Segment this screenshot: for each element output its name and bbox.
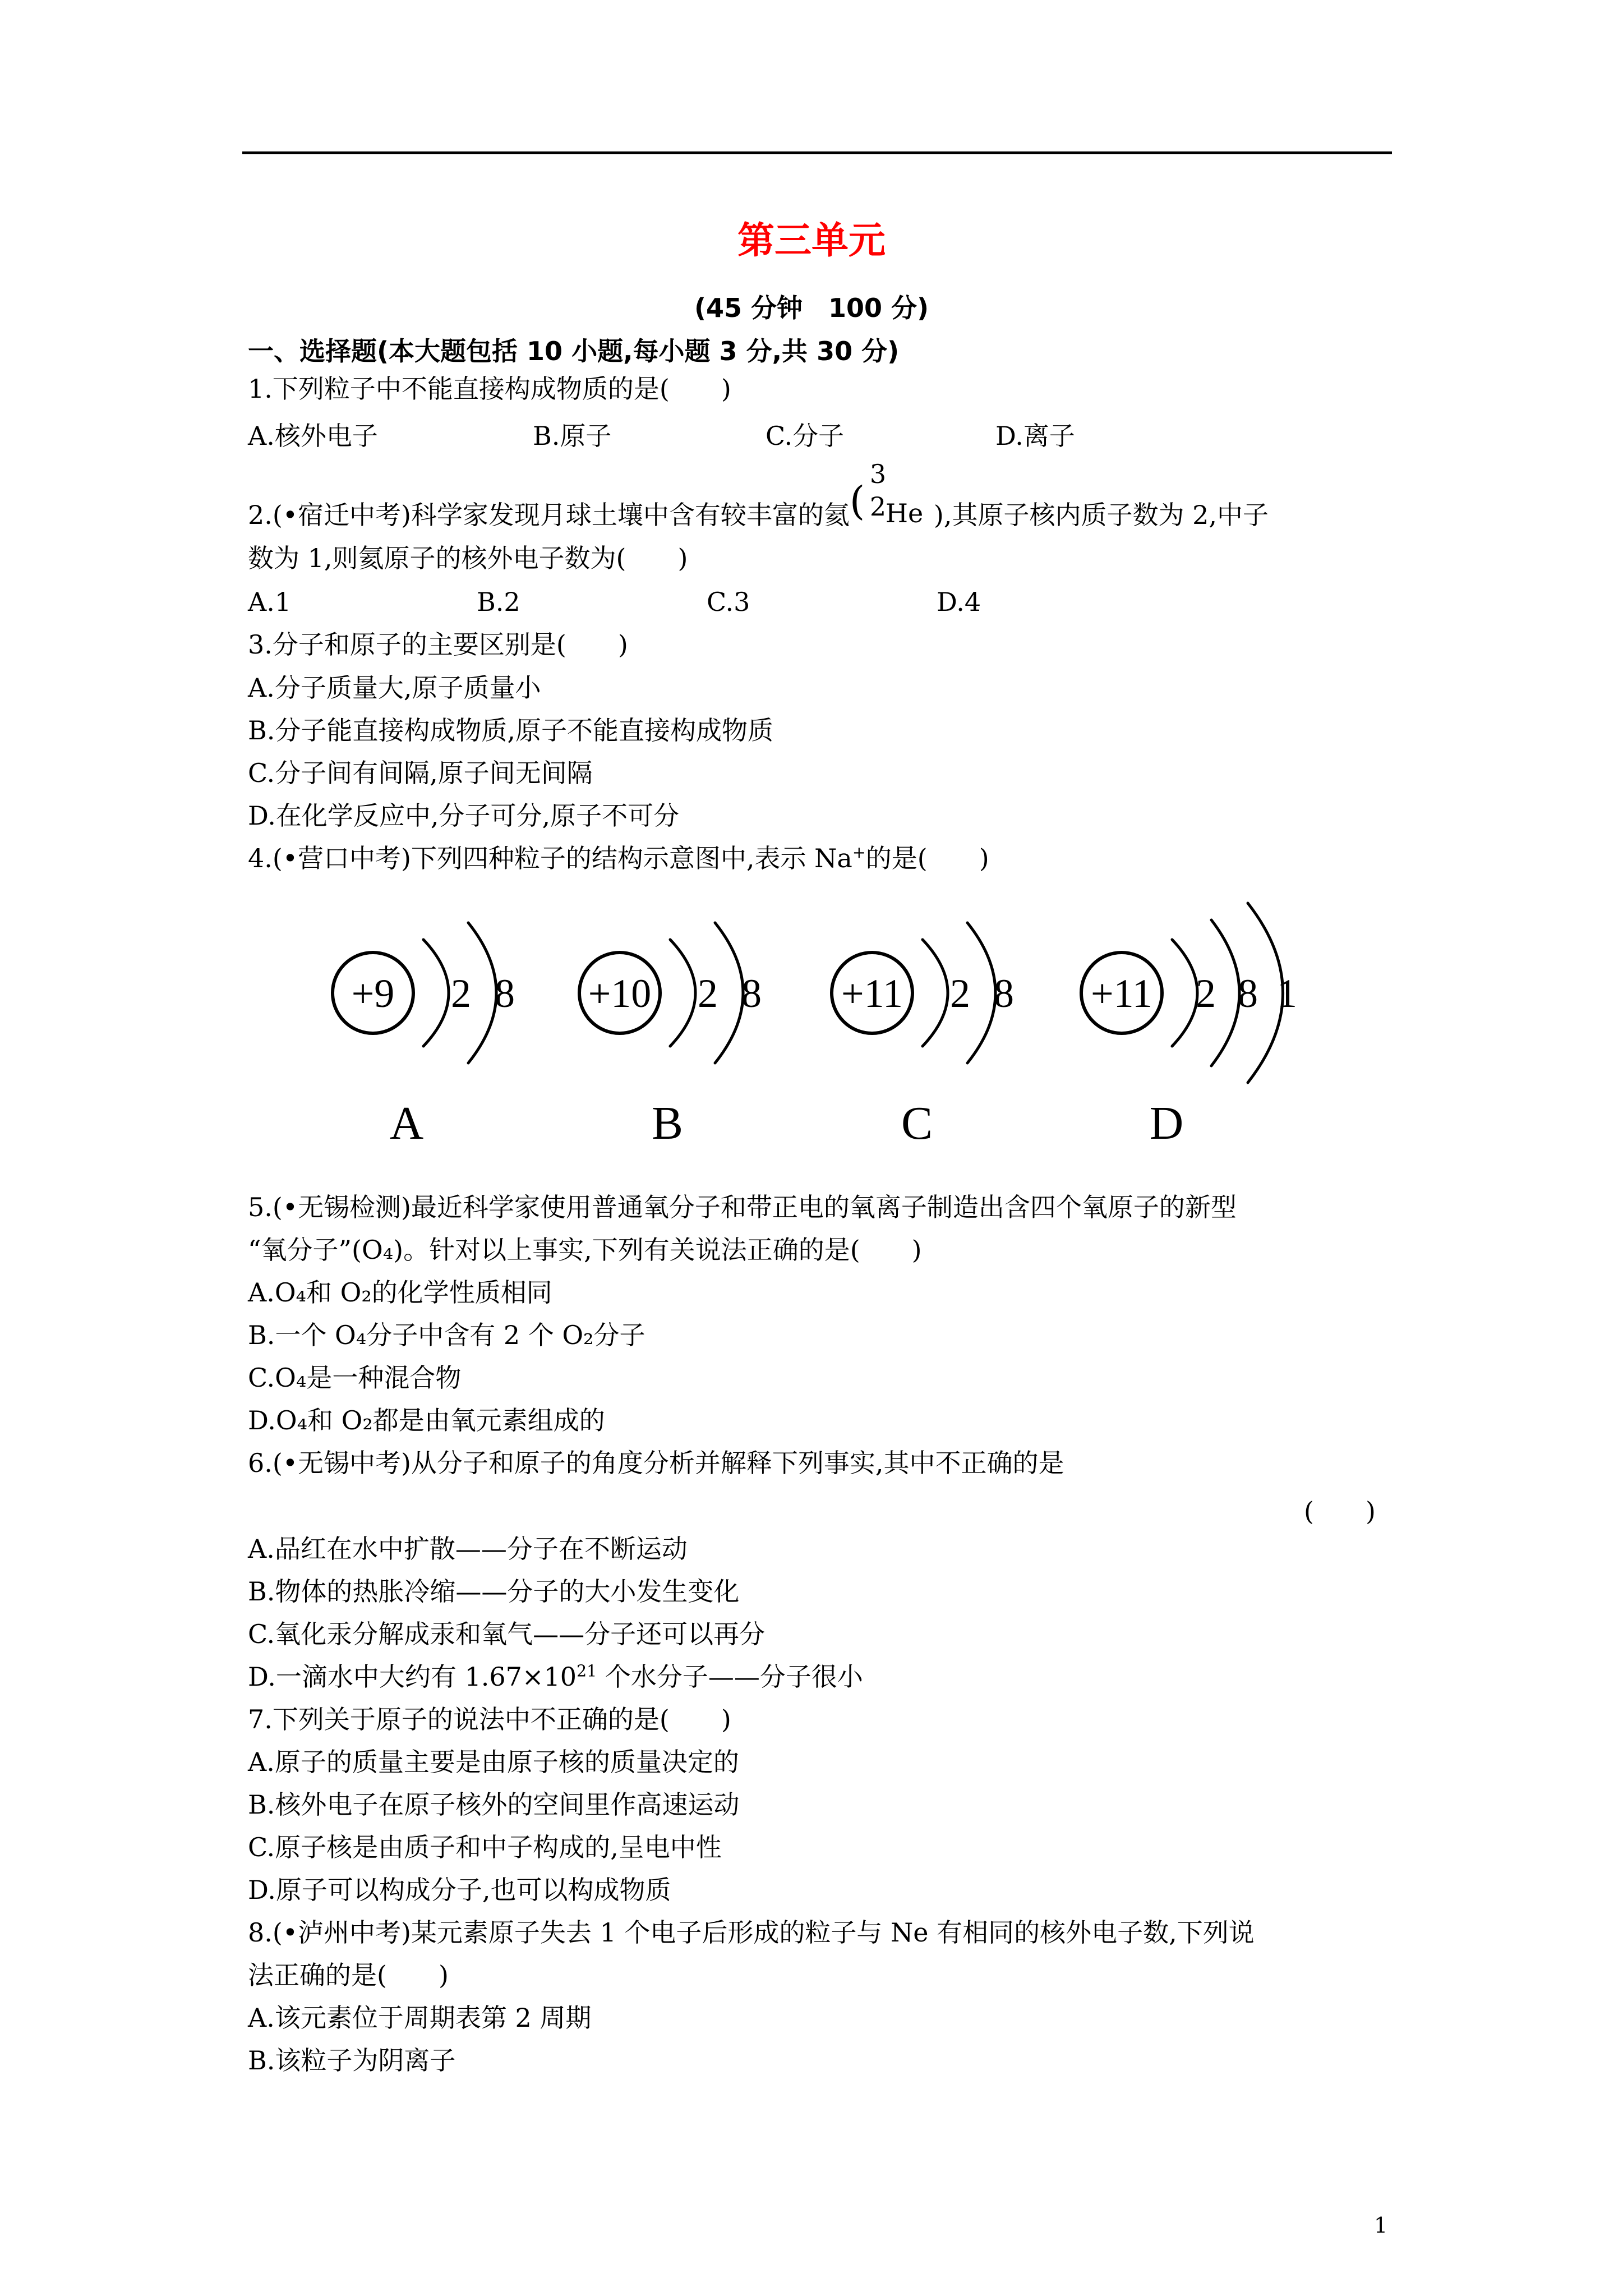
diagram-c-shell-1: 2 [950, 971, 970, 1016]
question-8-option-b: B.该粒子为阴离子 [248, 2045, 456, 2076]
question-6-option-d [248, 1662, 863, 1692]
question-6-option-a: A.品红在水中扩散——分子在不断运动 [248, 1534, 688, 1564]
atomic-structure-diagrams [314, 886, 1301, 1156]
question-4-stem-part2: 的是( ) [865, 843, 989, 873]
question-6-stem: 6.(•无锡中考)从分子和原子的角度分析并解释下列事实,其中不正确的是 [248, 1448, 1064, 1478]
question-3-option-b: B.分子能直接构成物质,原子不能直接构成物质 [248, 715, 774, 746]
question-8-line2: 法正确的是( ) [248, 1960, 449, 1990]
question-1-option-b: B.原子 [533, 421, 612, 451]
page-number: 1 [1374, 2213, 1388, 2238]
question-1-option-c: C.分子 [766, 421, 845, 451]
page-subtitle: (45 分钟 100 分) [694, 293, 929, 323]
question-6-option-c: C.氧化汞分解成汞和氧气——分子还可以再分 [248, 1619, 766, 1649]
question-7-option-a: A.原子的质量主要是由原子核的质量决定的 [248, 1747, 739, 1777]
question-6-option-b: B.物体的热胀冷缩——分子的大小发生变化 [248, 1576, 740, 1607]
question-3-option-d: D.在化学反应中,分子可分,原子不可分 [248, 800, 680, 831]
diagram-c-nucleus: +11 [841, 971, 903, 1016]
atomic-number: 2 [869, 491, 887, 522]
question-2-option-b: B.2 [477, 587, 520, 617]
question-1-stem: 1.下列粒子中不能直接构成物质的是( ) [248, 374, 731, 404]
open-paren: ( [849, 478, 865, 524]
question-2-stem-part1: 2.(•宿迁中考)科学家发现月球土壤中含有较丰富的氦 [248, 500, 850, 530]
question-5-line2: “氧分子”(O₄)。针对以上事实,下列有关说法正确的是( ) [248, 1235, 922, 1265]
diagram-c-label: C [901, 1097, 933, 1149]
diagram-a [333, 923, 515, 1149]
question-3-stem: 3.分子和原子的主要区别是( ) [248, 629, 628, 660]
question-2-stem-part2: ),其原子核内质子数为 2,中子 [933, 500, 1269, 530]
question-6-exponent: 21 [576, 1662, 597, 1681]
question-2-option-a: A.1 [248, 587, 292, 617]
header-rule [242, 151, 1392, 154]
question-7-stem: 7.下列关于原子的说法中不正确的是( ) [248, 1704, 731, 1734]
question-7-option-c: C.原子核是由质子和中子构成的,呈电中性 [248, 1832, 722, 1862]
question-5-option-a: A.O₄和 O₂的化学性质相同 [248, 1277, 552, 1308]
question-1-option-d: D.离子 [995, 421, 1075, 451]
diagram-b-label: B [651, 1097, 684, 1149]
diagram-b-shell-1: 2 [698, 971, 718, 1016]
question-5-line1: 5.(•无锡检测)最近科学家使用普通氧分子和带正电的氧离子制造出含四个氧原子的新型 [248, 1192, 1237, 1222]
question-5-option-b: B.一个 O₄分子中含有 2 个 O₂分子 [248, 1320, 645, 1350]
diagram-a-shell-1: 2 [451, 971, 471, 1016]
question-4-stem-part1: 4.(•营口中考)下列四种粒子的结构示意图中,表示 Na [248, 843, 852, 873]
diagram-b-shell-2: 8 [741, 971, 762, 1016]
diagram-d-label: D [1149, 1097, 1184, 1149]
diagram-a-shell-2: 8 [495, 971, 515, 1016]
diagram-c-shell-2: 8 [994, 971, 1014, 1016]
question-8-option-a: A.该元素位于周期表第 2 周期 [248, 2003, 592, 2033]
question-3-option-a: A.分子质量大,原子质量小 [248, 673, 541, 703]
diagram-d-shell-2: 8 [1238, 971, 1258, 1016]
diagram-b-nucleus: +10 [588, 971, 652, 1016]
question-2-stem-line2: 数为 1,则氦原子的核外电子数为( ) [248, 543, 688, 573]
question-1-option-a: A.核外电子 [248, 421, 378, 451]
diagram-d-nucleus: +11 [1091, 971, 1152, 1016]
question-7-option-b: B.核外电子在原子核外的空间里作高速运动 [248, 1789, 740, 1820]
diagram-a-nucleus: +9 [351, 971, 395, 1016]
isotope-notation [849, 459, 934, 528]
diagram-c [832, 923, 1014, 1149]
question-6-option-d-part2: 个水分子——分子很小 [597, 1662, 863, 1692]
question-8-line1: 8.(•泸州中考)某元素原子失去 1 个电子后形成的粒子与 Ne 有相同的核外电子数,下列说 [248, 1917, 1255, 1948]
section-heading: 一、选择题(本大题包括 10 小题,每小题 3 分,共 30 分) [248, 336, 900, 366]
question-5-option-d: D.O₄和 O₂都是由氧元素组成的 [248, 1405, 605, 1435]
question-2-stem [248, 459, 1269, 531]
question-5-option-c: C.O₄是一种混合物 [248, 1363, 462, 1393]
question-2-option-d: D.4 [937, 587, 981, 617]
diagram-a-label: A [389, 1097, 424, 1149]
question-6-option-d-part1: D.一滴水中大约有 1.67×10 [248, 1662, 577, 1692]
question-3-option-c: C.分子间有间隔,原子间无间隔 [248, 758, 593, 788]
sodium-ion-charge: + [852, 843, 866, 862]
page-title: 第三单元 [737, 219, 886, 262]
diagram-b [579, 923, 762, 1149]
question-6-answer-paren: ( ) [1304, 1496, 1376, 1526]
mass-number: 3 [869, 459, 887, 489]
diagram-d-shell-3: 1 [1277, 971, 1297, 1016]
question-2-option-c: C.3 [707, 587, 750, 617]
question-7-option-d: D.原子可以构成分子,也可以构成物质 [248, 1875, 671, 1905]
diagram-d-shell-1: 2 [1196, 971, 1216, 1016]
element-symbol: He [885, 498, 924, 528]
diagram-d [1081, 903, 1297, 1149]
question-4-stem [248, 843, 989, 874]
